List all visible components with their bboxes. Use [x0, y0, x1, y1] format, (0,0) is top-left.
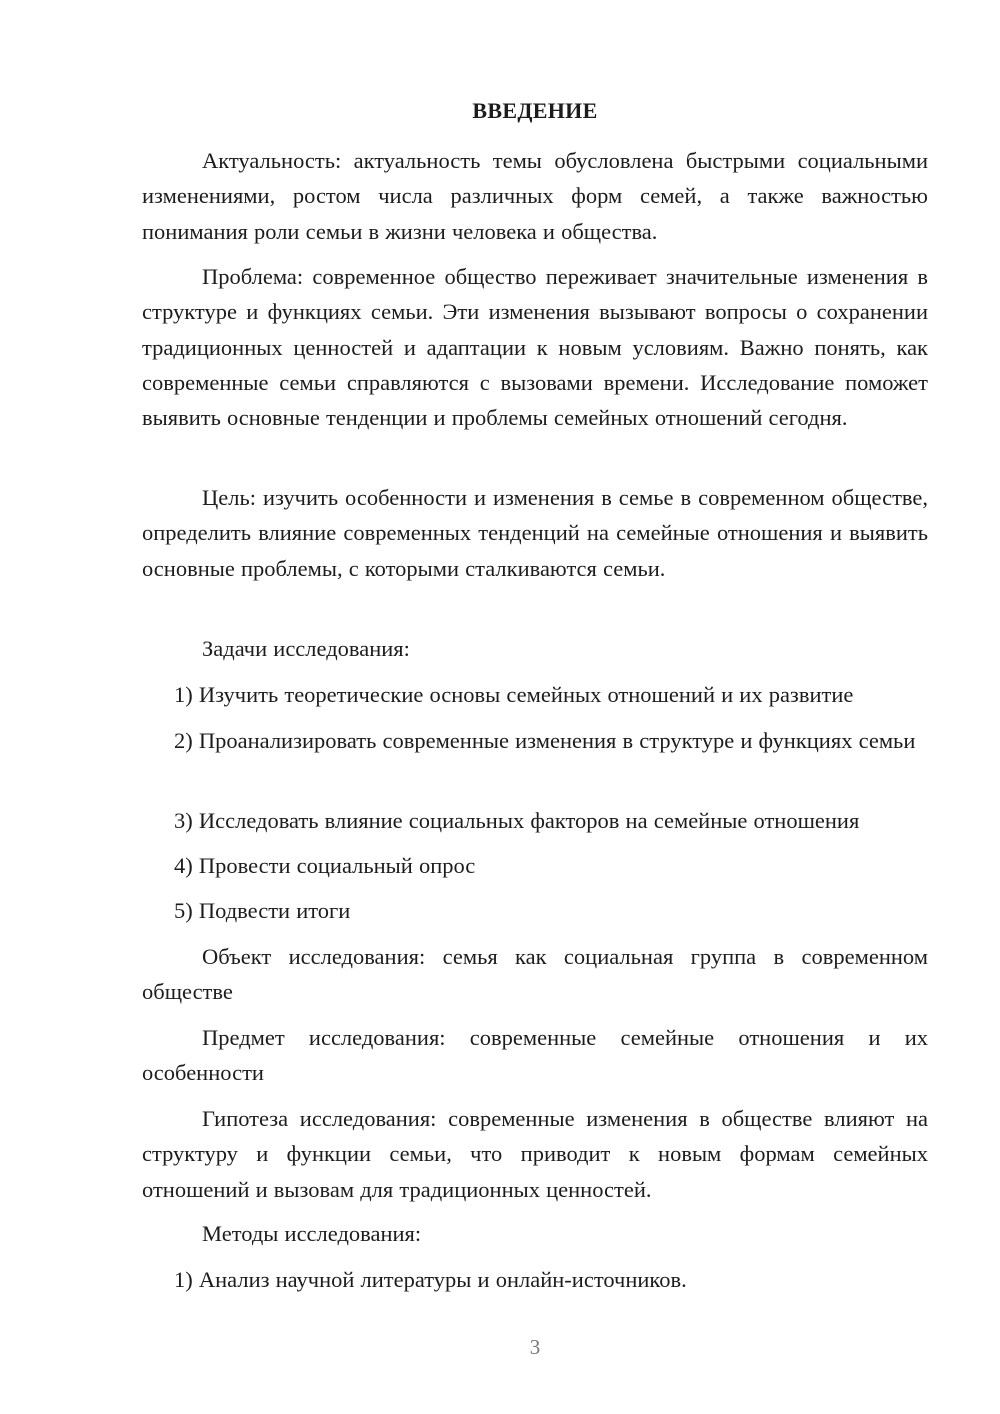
- task-item-2: 2) Проанализировать современные изменения в структуре и функциях семьи: [174, 728, 916, 753]
- task-item-3: 3) Исследовать влияние социальных факторов на семейные отношения: [174, 808, 860, 833]
- task-item-1: 1) Изучить теоретические основы семейных отношений и их развитие: [174, 682, 854, 707]
- goal-paragraph: Цель: изучить особенности и изменения в семье в современном обществе, определить влияние современных тенденций на семейные отношения и выявить основные проблемы, с которыми сталкиваются семьи.: [142, 485, 928, 581]
- section-title: ВВЕДЕНИЕ: [472, 98, 598, 123]
- tasks-heading: Задачи исследования:: [202, 636, 410, 661]
- task-item-4: 4) Провести социальный опрос: [174, 853, 476, 878]
- methods-heading: Методы исследования:: [202, 1221, 422, 1246]
- problem-paragraph: Проблема: современное общество переживает значительные изменения в структуре и функциях семьи. Эти изменения вызывают вопросы о сохранении традиционных ценностей и адаптации к новым условиям. Важно понять, как современные семьи справляются с вызовами времени. Исследование поможет выявить основные тенденции и проблемы семейных отношений сегодня.: [142, 264, 928, 431]
- object-paragraph: Объект исследования: семья как социальная группа в современном обществе: [142, 944, 928, 1005]
- method-item-1: 1) Анализ научной литературы и онлайн-источников.: [174, 1267, 687, 1292]
- task-item-5: 5) Подвести итоги: [174, 898, 351, 923]
- hypothesis-paragraph: Гипотеза исследования: современные изменения в обществе влияют на структуру и функции семьи, что приводит к новым формам семейных отношений и вызовам для традиционных ценностей.: [142, 1106, 928, 1202]
- subject-paragraph: Предмет исследования: современные семейные отношения и их особенности: [142, 1025, 928, 1086]
- relevance-paragraph: Актуальность: актуальность темы обусловлена быстрыми социальными изменениями, ростом числа различных форм семей, а также важностью понимания роли семьи в жизни человека и общества.: [142, 148, 928, 244]
- page-number: 3: [529, 1335, 541, 1359]
